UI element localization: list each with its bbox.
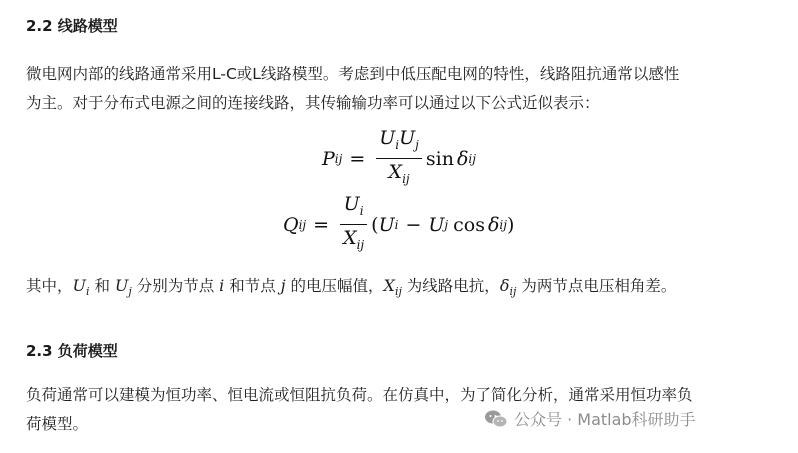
- eq1-lhs-sub: ij: [334, 151, 343, 166]
- eq2-denominator: [340, 227, 367, 256]
- expl-ui-var: U: [72, 276, 86, 295]
- eq1-delta-sub: ij: [468, 151, 476, 166]
- eq1-den-sub: ij: [402, 172, 410, 186]
- expl-delta-sub: ij: [509, 285, 517, 298]
- eq1-lhs: P: [322, 147, 335, 170]
- eq2-fraction-bar: [340, 224, 367, 225]
- eq2-t1-sub: i: [394, 217, 399, 232]
- eq1-sin: sin: [425, 147, 454, 170]
- expl-ui-sub: i: [86, 285, 90, 298]
- expl-x-sub: ij: [394, 285, 402, 298]
- expl-node-j: j: [280, 276, 286, 295]
- expl-node-i: i: [219, 276, 225, 295]
- expl-uj-sub: j: [128, 285, 132, 298]
- eq2-equals: =: [313, 213, 330, 236]
- variables-explanation: [26, 271, 778, 306]
- eq1-fraction: [376, 127, 422, 190]
- expl-uj-var: U: [114, 276, 129, 295]
- expl-uj: [114, 276, 132, 298]
- eq1-denominator: [386, 161, 413, 190]
- eq1-numerator: [376, 127, 422, 156]
- eq2-lhs: Q: [283, 213, 299, 236]
- paragraph-line-2: 为主。对于分布式电源之间的连接线路，其传输输功率可以通过以下公式近似表示：: [26, 94, 600, 112]
- eq2-num-sub: i: [359, 204, 364, 218]
- eq2-den: X: [343, 227, 357, 249]
- expl-text-2: 分别为节点: [131, 277, 220, 295]
- expl-delta: [499, 276, 517, 298]
- equation-active-power: [322, 127, 476, 190]
- eq2-lhs-sub: ij: [298, 217, 307, 232]
- section-heading-2-3: 2.3 负荷模型: [26, 342, 118, 360]
- eq2-num: U: [343, 193, 360, 215]
- watermark-text: 公众号 · Matlab科研助手: [514, 410, 696, 429]
- expl-x-var: X: [383, 276, 395, 295]
- wechat-icon: [484, 409, 508, 429]
- paragraph-line-2: 荷模型。: [26, 415, 89, 433]
- expl-delta-var: δ: [499, 276, 510, 295]
- paragraph-line-1: 负荷通常可以建模为恒功率、恒电流或恒阻抗负荷。在仿真中，为了简化分析，通常采用恒功率负: [26, 386, 693, 404]
- section-heading-2-2: 2.2 线路模型: [26, 17, 118, 35]
- explanation-line: [26, 271, 778, 306]
- eq1-equals: =: [349, 147, 366, 170]
- eq1-num-b-sub: j: [415, 138, 419, 152]
- eq2-den-sub: ij: [356, 238, 365, 252]
- eq2-delta-sub: ij: [499, 217, 507, 232]
- eq1-delta: δ: [456, 147, 469, 170]
- expl-xij: [383, 276, 402, 298]
- eq2-t2: U: [428, 213, 445, 236]
- expl-text-5: 为线路电抗，: [401, 277, 500, 295]
- eq1-fraction-bar: [376, 158, 422, 159]
- watermark: [484, 407, 696, 430]
- expl-text-1: 其中，: [26, 277, 73, 295]
- expl-and: 和: [89, 277, 115, 295]
- eq2-cos: cos: [453, 213, 485, 236]
- eq2-t2-sub: j: [444, 217, 449, 232]
- expl-ui: [72, 276, 90, 298]
- eq2-paren-close: ): [506, 213, 515, 236]
- expl-text-3: 和节点: [224, 277, 281, 295]
- eq2-numerator: [341, 193, 367, 222]
- eq2-minus: −: [405, 213, 422, 236]
- eq1-den: X: [388, 161, 403, 183]
- expl-text-6: 为两节点电压相角差。: [516, 277, 677, 295]
- equation-reactive-power: [283, 193, 514, 256]
- section-2-2-paragraph: [26, 60, 778, 118]
- eq1-num-a-sub: i: [395, 138, 400, 152]
- expl-text-4: 的电压幅值，: [285, 277, 384, 295]
- eq2-t1: U: [378, 213, 395, 236]
- eq1-num-a: U: [379, 127, 396, 149]
- eq1-num-b: U: [399, 127, 416, 149]
- eq2-delta: δ: [487, 213, 500, 236]
- paragraph-line-1: 微电网内部的线路通常采用L-C或L线路模型。考虑到中低压配电网的特性，线路阻抗通常以感性: [26, 65, 680, 83]
- eq2-paren-open: (: [371, 213, 379, 236]
- eq2-fraction: [340, 193, 367, 256]
